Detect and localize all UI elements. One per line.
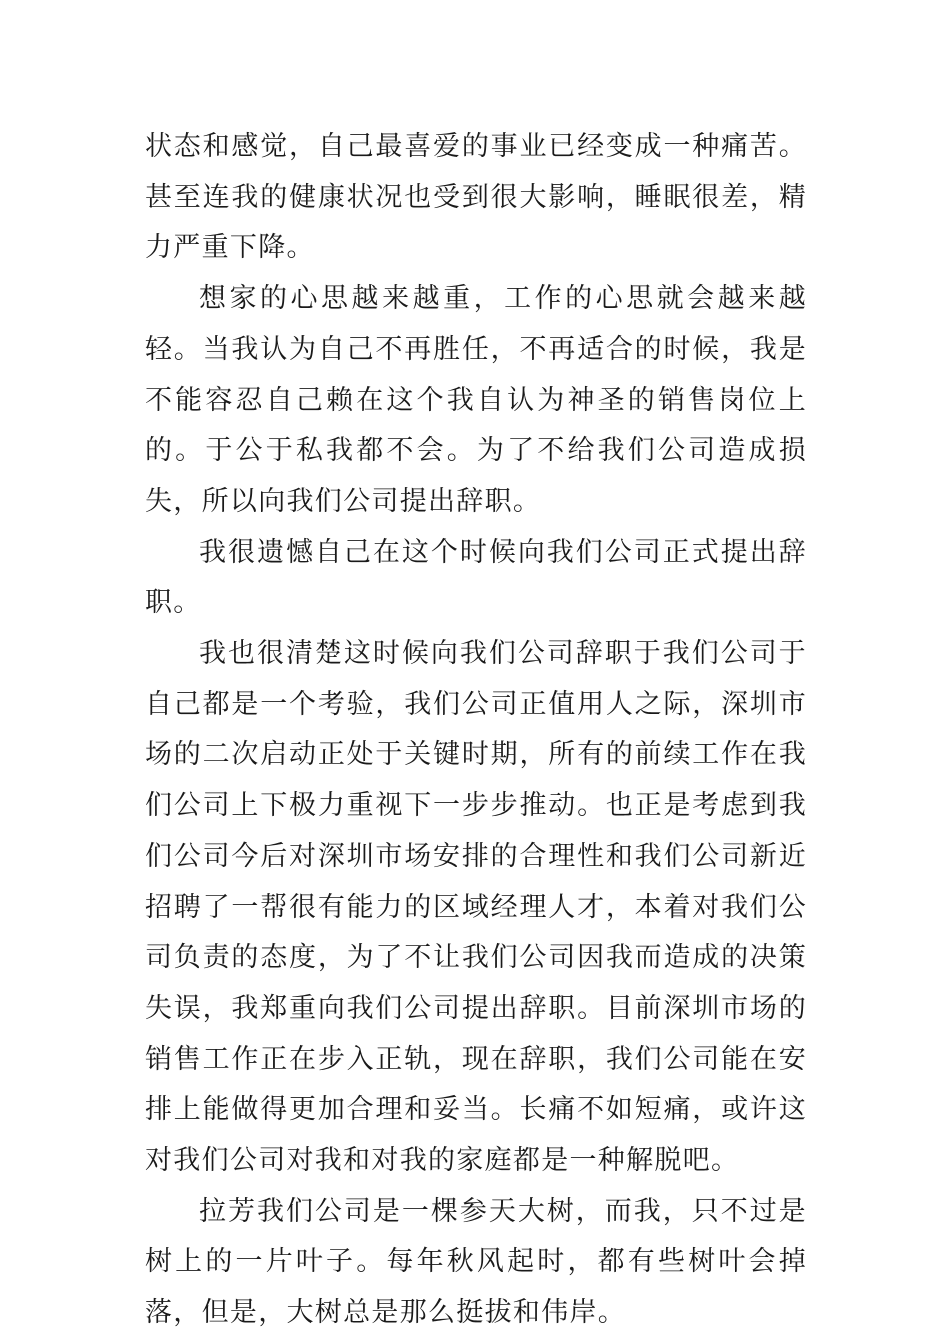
paragraph-1: 状态和感觉，自己最喜爱的事业已经变成一种痛苦。甚至连我的健康状况也受到很大影响，睡眠很差，精力严重下降。 [145, 131, 807, 264]
body-text [145, 122, 807, 1339]
paragraph-2: 想家的心思越来越重，工作的心思就会越来越轻。当我认为自己不再胜任，不再适合的时候，我是不能容忍自己赖在这个我自认为神圣的销售岗位上的。于公于私我都不会。为了不给我们公司造成损失，所以向我们公司提出辞职。 [145, 283, 807, 517]
paragraph-4: 我也很清楚这时候向我们公司辞职于我们公司于自己都是一个考验，我们公司正值用人之际，深圳市场的二次启动正处于关键时期，所有的前续工作在我们公司上下极力重视下一步步推动。也正是考虑到我们公司今后对深圳市场安排的合理性和我们公司新近招聘了一帮很有能力的区域经理人才，本着对我们公司负责的态度，为了不让我们公司因我而造成的决策失误，我郑重向我们公司提出辞职。目前深圳市场的销售工作正在步入正轨，现在辞职，我们公司能在安排上能做得更加合理和妥当。长痛不如短痛，或许这对我们公司对我和对我的家庭都是一种解脱吧。 [145, 638, 807, 1177]
paragraph-5: 拉芳我们公司是一棵参天大树，而我，只不过是树上的一片叶子。每年秋风起时，都有些树叶会掉落，但是，大树总是那么挺拔和伟岸。 [145, 1195, 807, 1329]
paragraph-3: 我很遗憾自己在这个时候向我们公司正式提出辞职。 [145, 536, 807, 619]
